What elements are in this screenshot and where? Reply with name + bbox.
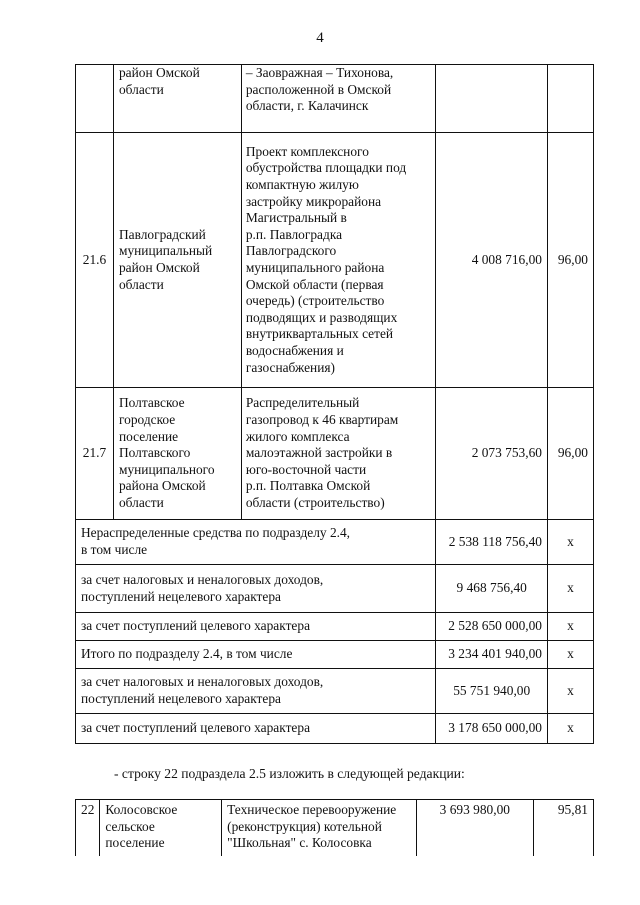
page-number: 4: [316, 30, 324, 46]
table-row: [76, 133, 594, 388]
district-cell: Полтавское городское поселение Полтавского муниципального района Омской области: [113, 388, 241, 520]
table-row: [76, 65, 594, 133]
table-row: [76, 800, 594, 856]
project-cell: Распределительный газопровод к 46 квартирам жилого комплекса малоэтажной застройки в юго-восточной части р.п. Полтавка Омской области (строительство): [241, 388, 436, 520]
summary-row: [76, 613, 594, 641]
summary-label-cell: за счет поступлений целевого характера: [76, 613, 436, 641]
summary-mark-cell: x: [548, 714, 594, 744]
amount-cell: [436, 65, 548, 133]
summary-mark-cell: x: [548, 613, 594, 641]
summary-label-cell: за счет налоговых и неналоговых доходов, поступлений нецелевого характера: [76, 669, 436, 714]
project-cell: – Заовражная – Тихонова, расположенной в Омской области, г. Калачинск: [241, 65, 436, 133]
summary-row: [76, 565, 594, 613]
project-cell: Техническое перевооружение (реконструкция) котельной "Школьная" с. Колосовка: [222, 800, 416, 856]
summary-row: [76, 520, 594, 565]
summary-mark-cell: x: [548, 669, 594, 714]
summary-amount-cell: 3 234 401 940,00: [436, 641, 548, 669]
amount-cell: 3 693 980,00: [416, 800, 534, 856]
share-cell: 96,00: [548, 388, 594, 520]
row-number-cell: 22: [76, 800, 100, 856]
budget-table: [75, 64, 594, 744]
amount-cell: 4 008 716,00: [436, 133, 548, 388]
summary-label-cell: за счет поступлений целевого характера: [76, 714, 436, 744]
share-cell: [548, 65, 594, 133]
summary-amount-cell: 2 528 650 000,00: [436, 613, 548, 641]
summary-mark-cell: x: [548, 641, 594, 669]
amount-cell: 2 073 753,60: [436, 388, 548, 520]
district-cell: Павлоградский муниципальный район Омской области: [113, 133, 241, 388]
summary-label-cell: за счет налоговых и неналоговых доходов, поступлений нецелевого характера: [76, 565, 436, 613]
summary-row: [76, 714, 594, 744]
row-number-cell: 21.7: [76, 388, 114, 520]
summary-mark-cell: x: [548, 565, 594, 613]
amended-row-table: [75, 799, 594, 856]
row-number-cell: [76, 65, 114, 133]
summary-amount-cell: 3 178 650 000,00: [436, 714, 548, 744]
summary-row: [76, 641, 594, 669]
summary-mark-cell: x: [548, 520, 594, 565]
amendment-instruction: - строку 22 подраздела 2.5 изложить в следующей редакции:: [114, 766, 465, 781]
summary-amount-cell: 55 751 940,00: [436, 669, 548, 714]
summary-label-cell: Нераспределенные средства по подразделу 2.4, в том числе: [76, 520, 436, 565]
project-cell: Проект комплексного обустройства площадки под компактную жилую застройку микрорайона Магистральный в р.п. Павлоградка Павлоградского муниципального района Омской области (первая очередь) (строительство подводящих и разводящих внутриквартальных сетей водоснабжения и газоснабжения): [241, 133, 436, 388]
summary-amount-cell: 9 468 756,40: [436, 565, 548, 613]
district-cell: Колосовское сельское поселение: [100, 800, 222, 856]
share-cell: 95,81: [534, 800, 594, 856]
summary-label-cell: Итого по подразделу 2.4, в том числе: [76, 641, 436, 669]
summary-row: [76, 669, 594, 714]
share-cell: 96,00: [548, 133, 594, 388]
table-row: [76, 388, 594, 520]
row-number-cell: 21.6: [76, 133, 114, 388]
district-cell: район Омской области: [113, 65, 241, 133]
summary-amount-cell: 2 538 118 756,40: [436, 520, 548, 565]
